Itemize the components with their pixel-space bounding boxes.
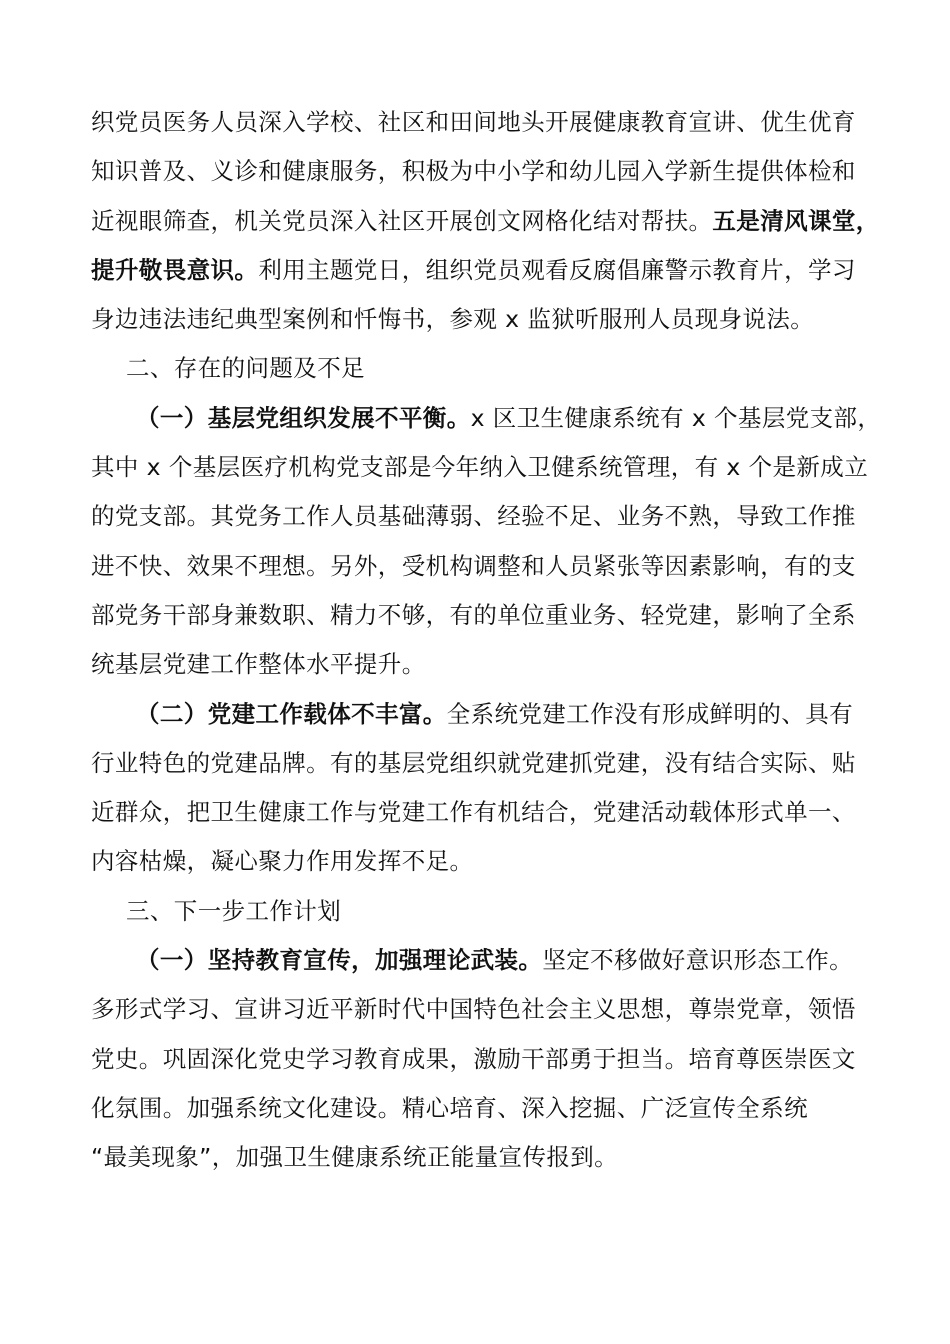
text-line [91, 295, 871, 344]
text-line [91, 443, 871, 492]
text-line [91, 1133, 871, 1182]
text-run: “最美现象”，加强卫生健康系统正能量宣传报到。 [91, 1143, 619, 1172]
text-run: 统基层党建工作整体水平提升。 [91, 650, 426, 679]
text-line [91, 197, 880, 246]
text-run: 部党务干部身兼数职、精力不够，有的单位重业务、轻党建，影响了全系 [91, 600, 856, 629]
text-run: 近群众，把卫生健康工作与党建工作有机结合，党建活动载体形式单一、 [91, 798, 856, 827]
text-run: 进不快、效果不理想。另外，受机构调整和人员紧张等因素影响，有的支 [91, 551, 856, 580]
text-run: 坚定不移做好意识形态工作。 [542, 946, 854, 975]
text-run: 其中 x 个基层医疗机构党支部是今年纳入卫健系统管理，有 x 个是新成立 [91, 453, 869, 482]
text-run: 身边违法违纪典型案例和忏悔书，参观 x 监狱听服刑人员现身说法。 [91, 305, 815, 334]
bold-text-run: 提升敬畏意识。 [91, 255, 259, 284]
text-run: 化氛围。加强系统文化建设。精心培育、深入挖掘、广泛宣传全系统 [91, 1093, 808, 1122]
text-run: 近视眼筛查，机关党员深入社区开展创文网格化结对帮扶。 [91, 206, 713, 235]
text-run: 全系统党建工作没有形成鲜明的、具有 [446, 699, 854, 728]
text-run: 内容枯燥，凝心聚力作用发挥不足。 [91, 847, 474, 876]
text-line [91, 788, 871, 837]
text-line [91, 936, 871, 985]
text-run: 党史。巩固深化党史学习教育成果，激励干部勇于担当。培育尊医崇医文 [91, 1044, 856, 1073]
text-run: x 区卫生健康系统有 x 个基层党支部， [470, 403, 882, 432]
text-line [91, 344, 871, 393]
document-page [91, 98, 882, 1183]
text-run: 多形式学习、宣讲习近平新时代中国特色社会主义思想，尊崇党章，领悟 [91, 995, 856, 1024]
text-line [91, 542, 871, 591]
text-line [91, 1035, 871, 1084]
bold-text-run: （一）基层党组织发展不平衡。 [136, 403, 471, 432]
bold-text-run: （一）坚持教育宣传，加强理论武装。 [136, 946, 543, 975]
text-line [91, 246, 871, 295]
text-line [91, 690, 871, 739]
text-line [91, 887, 871, 936]
text-run: 织党员医务人员深入学校、社区和田间地头开展健康教育宣讲、优生优育 [91, 108, 856, 136]
text-run: 三、下一步工作计划 [126, 896, 342, 925]
bold-text-run: （二）党建工作载体不丰富。 [136, 699, 447, 728]
text-run: 二、存在的问题及不足 [126, 354, 365, 383]
text-line [91, 98, 871, 147]
text-run: 知识普及、义诊和健康服务，积极为中小学和幼儿园入学新生提供体检和 [91, 157, 856, 186]
text-line [91, 147, 871, 196]
text-line [91, 492, 871, 541]
text-line [91, 394, 882, 443]
text-line [91, 739, 871, 788]
text-line [91, 1084, 871, 1133]
text-line [91, 985, 871, 1034]
text-line [91, 640, 871, 689]
text-run: 利用主题党日，组织党员观看反腐倡廉警示教育片，学习 [258, 255, 856, 284]
text-run: 行业特色的党建品牌。有的基层党组织就党建抓党建，没有结合实际、贴 [91, 748, 856, 777]
text-run: 的党支部。其党务工作人员基础薄弱、经验不足、业务不熟，导致工作推 [91, 502, 856, 531]
text-line [91, 837, 871, 886]
bold-text-run: 五是清风课堂， [712, 206, 880, 235]
text-line [91, 591, 871, 640]
